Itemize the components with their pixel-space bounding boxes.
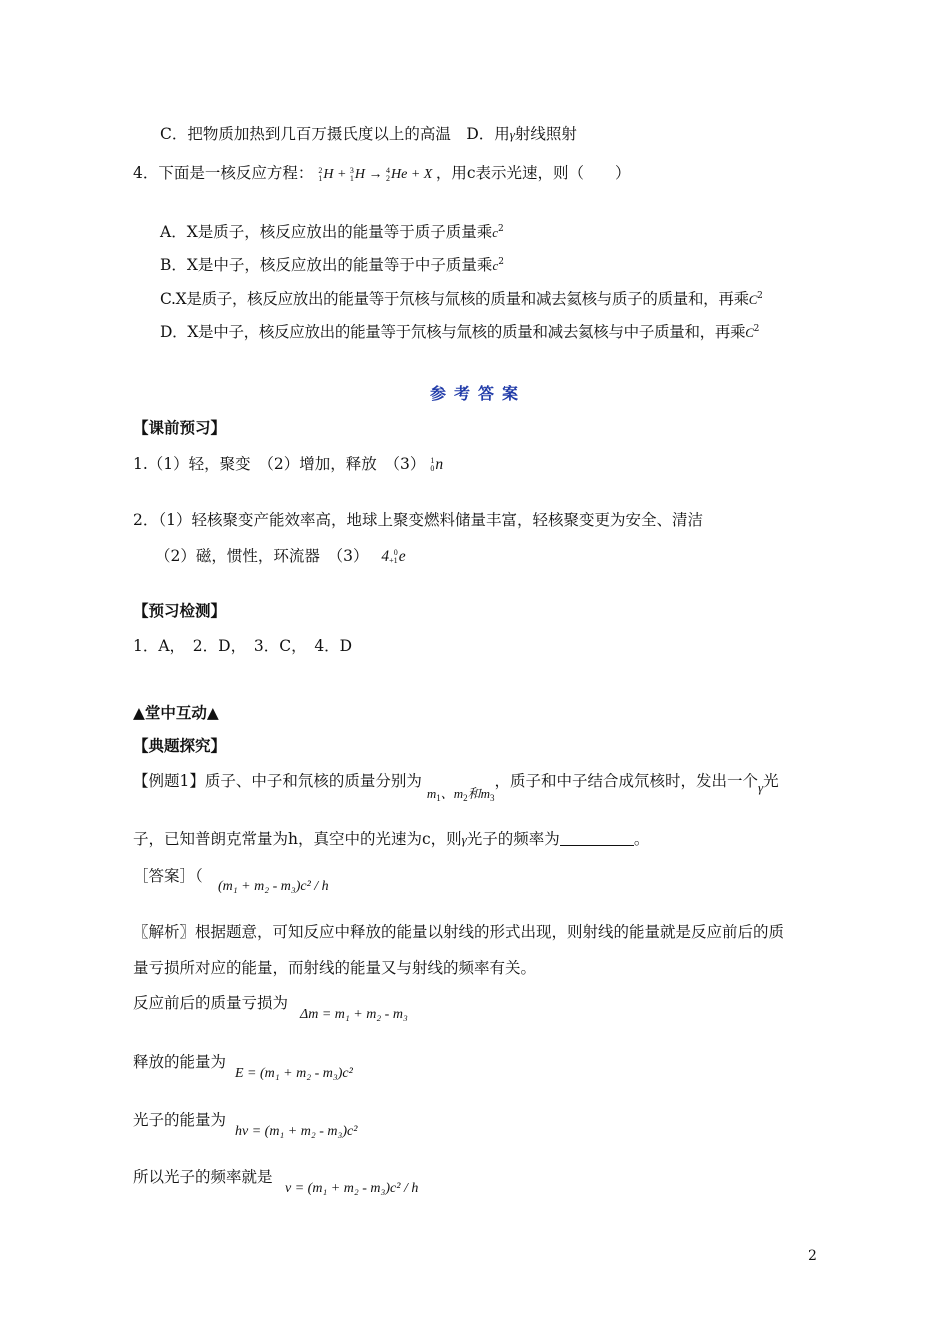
answer-formula: (m₁ + m₂ - m₃)c² / h xyxy=(218,879,329,894)
example-1-line-1: 【例题1】质子、中子和氘核的质量分别为 $_{m_1、m_2和m_3}$，质子和中子结合成氘核时，发出一个$_\gamma$光 xyxy=(133,772,779,803)
q4-option-b: B．X是中子，核反应放出的能量等于中子质量乘$c^2$ xyxy=(160,256,504,274)
photon-energy-formula: hv = (m₁ + m₂ - m₃)c² xyxy=(235,1124,358,1139)
frequency-formula: v = (m₁ + m₂ - m₃)c² / h xyxy=(285,1181,419,1196)
photon-energy-text: 光子的能量为 xyxy=(133,1111,227,1129)
example-1-line-2: 子，已知普朗克常量为h，真空中的光速为c，则γ光子的频率为 。 xyxy=(133,830,650,848)
answer-section-title: 参考答案 xyxy=(430,384,527,403)
analysis-line-1: 〖解析〗根据题意，可知反应中释放的能量以射线的形式出现，则射线的能量就是反应前后的质 xyxy=(133,923,785,941)
q4-option-a: A．X是质子，核反应放出的能量等于质子质量乘$c^2$ xyxy=(160,223,504,241)
mass-loss-formula: Δm = m₁ + m₂ - m₃ xyxy=(300,1007,408,1022)
mass-loss-text: 反应前后的质量亏损为 xyxy=(133,994,289,1012)
answer-label: ［答案］（ xyxy=(133,867,203,885)
energy-text: 释放的能量为 xyxy=(133,1053,227,1071)
preview-line-3: （2）磁，惯性，环流器 （3） 4 0 +1 e xyxy=(155,547,406,566)
preview-line-1: 1.（1）轻，聚变 （2）增加，释放 （3） 1 0 n xyxy=(133,455,444,474)
check-answers: 1．A， 2．D， 3．C， 4．D xyxy=(133,637,353,655)
check-heading: 【预习检测】 xyxy=(133,601,227,620)
q4-option-d: D．X是中子，核反应放出的能量等于氘核与氚核的质量和减去氦核与中子质量和，再乘$C^2$ xyxy=(160,323,760,341)
typical-problems-heading: 【典题探究】 xyxy=(133,736,227,755)
energy-formula: E = (m₁ + m₂ - m₃)c² xyxy=(235,1066,353,1081)
preview-line-2: 2．（1）轻核聚变产能效率高，地球上聚变燃料储量丰富，轻核聚变更为安全、清洁 xyxy=(133,511,703,529)
page-number: 2 xyxy=(808,1248,817,1264)
q3-options-cd: C．把物质加热到几百万摄氏度以上的高温 D．用γ射线照射 xyxy=(160,125,577,143)
frequency-text: 所以光子的频率就是 xyxy=(133,1168,273,1186)
analysis-line-2: 量亏损所对应的能量，而射线的能量又与射线的频率有关。 xyxy=(133,959,537,977)
preview-heading: 【课前预习】 xyxy=(133,418,227,437)
nuclear-equation: 2 1 H + 3 1 H → 4 2 He + X xyxy=(318,165,433,183)
interaction-heading: ▲堂中互动▲ xyxy=(133,703,219,722)
question-4: 4．下面是一核反应方程： 2 1 H + 3 1 H → 4 2 He + X ，用c表示光速，则（ ） xyxy=(133,164,631,183)
q4-option-c: C.X是质子，核反应放出的能量等于氘核与氚核的质量和减去氦核与质子的质量和，再乘$C^2$ xyxy=(160,290,763,308)
answer-blank xyxy=(560,831,634,846)
